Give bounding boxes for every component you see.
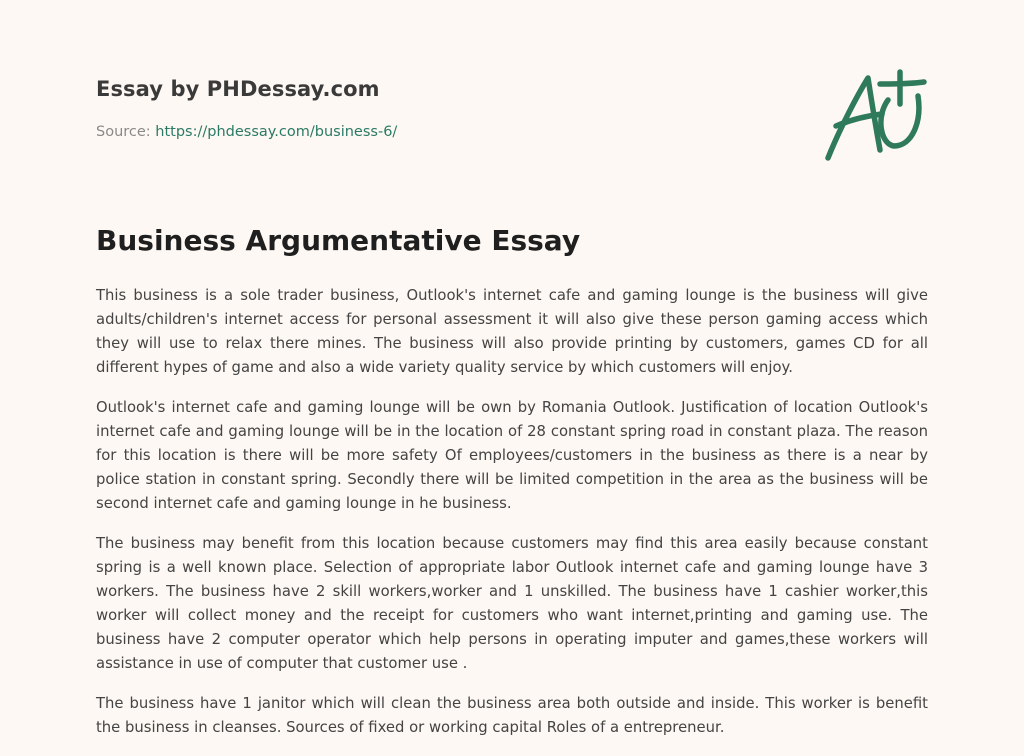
- essay-body: [96, 284, 928, 756]
- source-line: [96, 124, 397, 140]
- essay-title: Business Argumentative Essay: [96, 224, 581, 257]
- essay-paragraph: Outlook's internet cafe and gaming lounge will be own by Romania Outlook. Justification of location Outlook's internet cafe and gaming lounge will be in the location of 28 constant spring road in constant plaza. The reason for this location is there will be more safety Of employees/customers in the business as there is a near by police station in constant spring. Secondly there will be limited competition in the area as the business will be second internet cafe and gaming lounge in he business.: [96, 399, 928, 512]
- essay-paragraph: The business may benefit from this location because customers may find this area easily because constant spring is a well known place. Selection of appropriate labor Outlook internet cafe and gaming lounge have 3 workers. The business have 2 skill workers,worker and 1 unskilled. The business have 1 cashier worker,this worker will collect money and the receipt for customers who want internet,printing and gaming use. The business have 2 computer operator which help persons in operating imputer and games,these workers will assistance in use of computer that customer use .: [96, 535, 928, 672]
- source-label: Source:: [96, 124, 156, 140]
- source-link[interactable]: https://phdessay.com/business-6/: [155, 124, 398, 140]
- site-brand: Essay by PHDessay.com: [96, 77, 380, 101]
- a-plus-grade-icon: [818, 66, 930, 166]
- essay-paragraph: This business is a sole trader business, Outlook's internet cafe and gaming lounge is the business will give adults/children's internet access for personal assessment it will also give these person gaming access which they will use to relax there mines. The business will also provide printing by customers, games CD for all different hypes of game and also a wide variety quality service by which customers will enjoy.: [96, 287, 928, 376]
- essay-paragraph: The business have 1 janitor which will clean the business area both outside and inside. This worker is benefit the business in cleanses. Sources of fixed or working capital Roles of a entrepreneur.: [96, 695, 928, 736]
